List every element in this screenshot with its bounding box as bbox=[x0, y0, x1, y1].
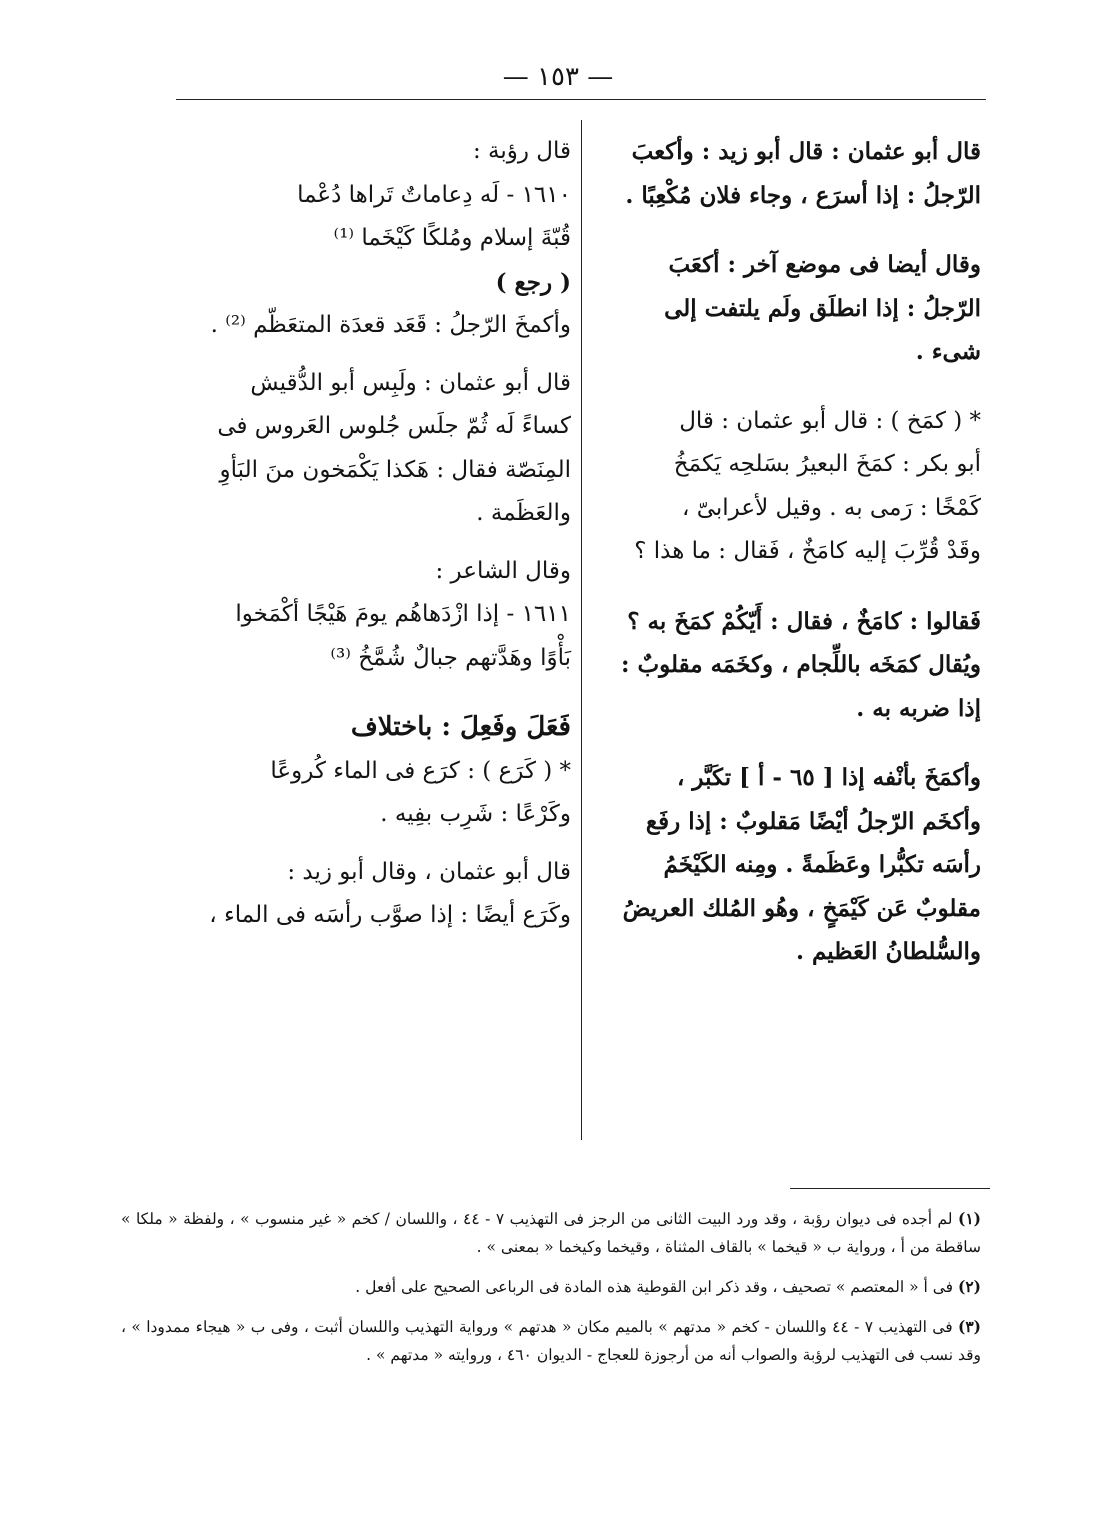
text-line: قال أبو عثمان ، وقال أبو زيد : bbox=[287, 858, 571, 885]
paragraph-gap bbox=[196, 837, 571, 851]
text-line: وقال الشاعر : bbox=[435, 557, 571, 584]
text-line: * ( كمَخ ) : قال أبو عثمان : قال bbox=[679, 407, 981, 434]
text-line: بَأْوًا وهَدَّتهم جبالٌ شُمَّخُ ⁽³⁾ bbox=[330, 644, 571, 671]
footnote bbox=[121, 1313, 981, 1369]
text-line: مقلوبٌ عَن كَيْمَخٍ ، وهُو المُلك العريضُ bbox=[622, 894, 981, 922]
text-line: ١٦١١ - إذا ازْدَهاهُم يومَ هَيْجًا أكْمَخوا bbox=[235, 601, 571, 627]
footnote-text: فى أ « المعتصم » تصحيف ، وقد ذكر ابن القوطية هذه المادة فى الرباعى الصحيح على أفعل . bbox=[355, 1278, 958, 1296]
text-line: والعَظَمة . bbox=[476, 500, 571, 526]
text-line: وأكمَخَ بأنْفه إذا [ ٦٥ - أ ] تكَبَّر ، bbox=[676, 764, 981, 791]
text-line: والسُّلطانُ العَظيم . bbox=[795, 938, 981, 965]
text-line: وقَدْ قُرِّبَ إليه كامَخٌ ، فَقال : ما هذا ؟ bbox=[634, 538, 981, 564]
text-line: وكَرَع أيضًا : إذا صوَّب رأسَه فى الماء ، bbox=[209, 902, 571, 928]
text-line: كَمْخًا : رَمى به . وقيل لأعرابىّ ، bbox=[681, 494, 981, 521]
text-line: ( رجع ) bbox=[495, 268, 571, 296]
right-column bbox=[576, 130, 981, 974]
footnote bbox=[121, 1205, 981, 1261]
text-line: رأسَه تكبُّرا وعَظَمةً . ومِنه الكَيْخَمُ bbox=[663, 851, 981, 878]
text-line: كساءً لَه ثُمّ جلَس جُلوس العَروس فى bbox=[217, 413, 571, 439]
left-column bbox=[196, 130, 571, 938]
text-line: قال أبو عثمان : ولَبِس أبو الدُّقيش bbox=[250, 369, 571, 396]
footnote-text: فى التهذيب ٧ - ٤٤ واللسان - كخم « مدتهم » بالميم مكان « هدتهم » ورواية التهذيب واللسان أثبت ، وفى ب « هيجاء ممدودا » ، وقد نسب فى التهذيب لرؤبة والصواب أنه من أرجوزة للعجاج - الديوان ٤٦٠ ، وروايته « مدتهم » . bbox=[121, 1318, 981, 1364]
text-line: فَقالوا : كامَخٌ ، فقال : أَيّكُمْ كمَخَ به ؟ bbox=[627, 607, 981, 635]
footnote-number: (٢) bbox=[957, 1277, 981, 1296]
text-line: ويُقال كمَخَه باللِّجام ، وكخَمَه مقلوبٌ : bbox=[620, 651, 981, 678]
text-line: شىء . bbox=[915, 338, 981, 365]
text-line: أبو بكر : كمَخَ البعيرُ بسَلحِه يَكمَخُ bbox=[673, 451, 981, 477]
paragraph-gap bbox=[576, 730, 981, 756]
text-line: قال أبو عثمان : قال أبو زيد : وأكعبَ bbox=[631, 138, 981, 165]
paragraph-gap bbox=[576, 217, 981, 243]
text-line: المِنَصّة فقال : هَكذا يَكْمَخون منَ البَأوِ bbox=[219, 456, 571, 483]
paragraph-gap bbox=[196, 348, 571, 362]
header-rule bbox=[176, 99, 986, 100]
text-line: قُبّةَ إسلام ومُلكًا كَيْخَما ⁽¹⁾ bbox=[333, 225, 571, 251]
footnote-text: لم أجده فى ديوان رؤبة ، وقد ورد البيت الثانى من الرجز فى التهذيب ٧ - ٤٤ ، واللسان / كخم « غير منسوب » ، ولفظة « ملكا » ساقطة من أ ، ورواية ب « قيخما » بالقاف المثناة ، وقيخما وكيخما « بمعنى » . bbox=[121, 1210, 981, 1256]
text-line: الرّجلُ : إذا أسرَع ، وجاء فلان مُكْعِبًا . bbox=[625, 181, 981, 209]
text-line: قال رؤبة : bbox=[472, 138, 571, 164]
paragraph-gap bbox=[196, 680, 571, 706]
text-line: وأكخَم الرّجلُ أيْضًا مَقلوبٌ : إذا رفَع bbox=[645, 807, 981, 835]
page-number: — ١٥٣ — bbox=[502, 62, 614, 92]
text-line: وأكمخَ الرّجلُ : قَعَد قعدَة المتعَظّم ⁽²⁾ . bbox=[210, 312, 571, 338]
paragraph-gap bbox=[196, 536, 571, 550]
column-divider bbox=[581, 120, 582, 1140]
text-line: * ( كَرَع ) : كرَع فى الماء كُروعًا bbox=[270, 757, 571, 784]
footnote bbox=[121, 1273, 981, 1301]
text-line: الرّجلُ : إذا انطلَق ولَم يلتفت إلى bbox=[664, 294, 981, 322]
text-line: إذا ضربه به . bbox=[856, 694, 981, 722]
footnote-number: (٣) bbox=[957, 1317, 981, 1336]
paragraph-gap bbox=[576, 574, 981, 600]
paragraph-gap bbox=[576, 374, 981, 400]
footnote-number: (١) bbox=[958, 1209, 982, 1228]
section-heading: فَعَلَ وفَعِلَ : باختلاف bbox=[350, 712, 571, 742]
footnotes bbox=[121, 1205, 981, 1381]
text-line: وكَرْعًا : شَرِب بفِيه . bbox=[380, 801, 571, 827]
footnote-rule bbox=[790, 1188, 990, 1189]
text-line: ١٦١٠ - لَه دِعاماتٌ تَراها دُعْما bbox=[297, 181, 571, 208]
text-line: وقال أيضا فى موضع آخر : أكعَبَ bbox=[668, 251, 981, 278]
